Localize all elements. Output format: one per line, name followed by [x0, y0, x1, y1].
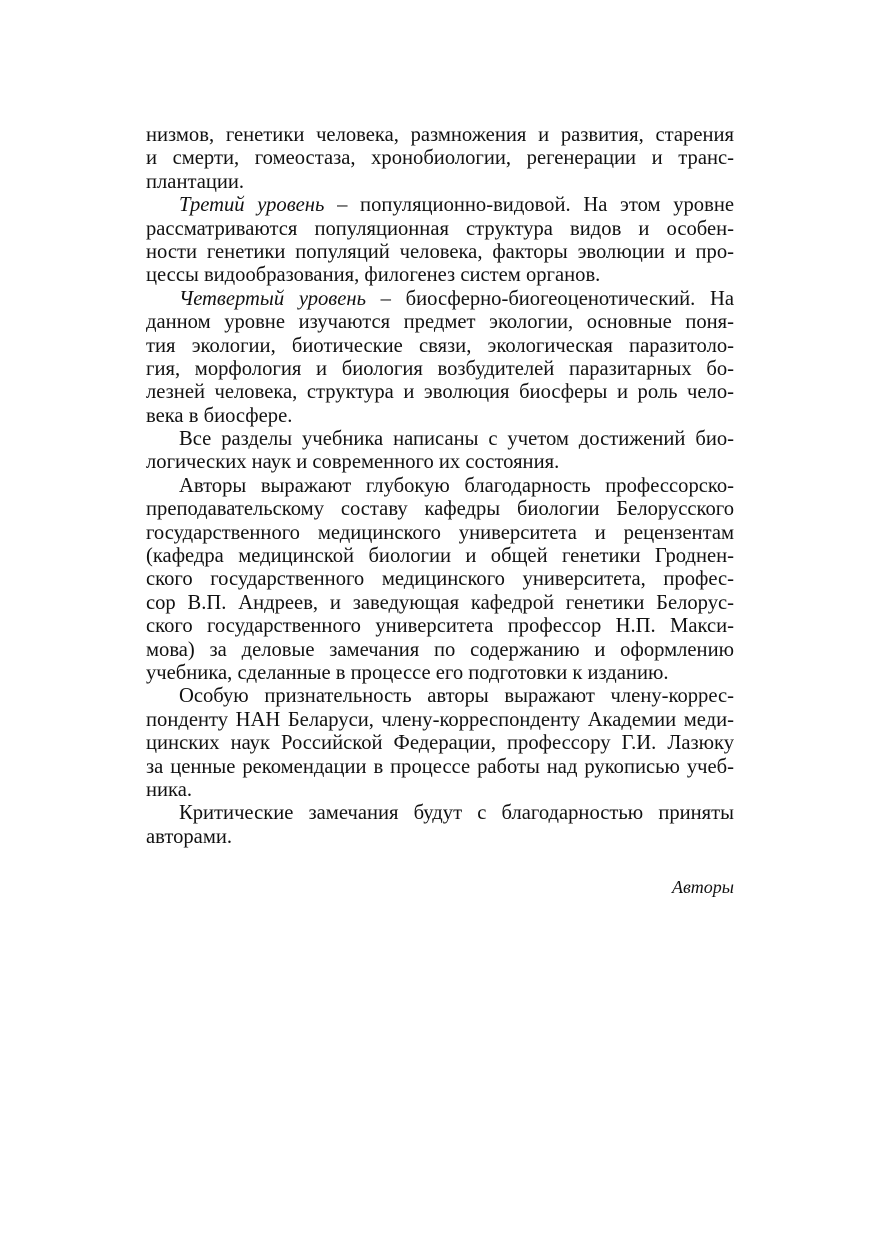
line-text: тия экологии, биотические связи, экологическая паразитоло-	[146, 334, 734, 357]
text-line	[146, 475, 734, 498]
text-line	[146, 124, 734, 147]
text-line	[146, 241, 734, 264]
text-line	[146, 311, 734, 334]
line-text: государственного медицинского университета и рецензентам	[146, 521, 734, 544]
line-text: Критические замечания будут с благодарностью приняты	[179, 802, 734, 825]
text-line	[146, 405, 734, 428]
text-line	[146, 335, 734, 358]
text-line	[146, 171, 734, 194]
text-line	[146, 522, 734, 545]
line-text: цессы видообразования, филогенез систем органов.	[146, 264, 601, 287]
line-text: и смерти, гомеостаза, хронобиологии, регенерации и транс-	[146, 147, 734, 170]
line-text: данном уровне изучаются предмет экологии, основные поня-	[146, 311, 734, 334]
line-text: ского государственного университета профессор Н.П. Макси-	[146, 615, 734, 638]
text-line	[146, 709, 734, 732]
text-line	[146, 428, 734, 451]
line-text: логических наук и современного их состояния.	[146, 451, 560, 474]
text-line	[146, 358, 734, 381]
line-text: Все разделы учебника написаны с учетом достижений био-	[179, 428, 734, 451]
text-line	[146, 264, 734, 287]
signature: Авторы	[672, 877, 734, 897]
text-line	[146, 451, 734, 474]
text-line	[146, 147, 734, 170]
line-text: преподавательскому составу кафедры биологии Белорусского	[146, 498, 734, 521]
body-text	[146, 124, 734, 849]
line-text: гия, морфология и биология возбудителей паразитарных бо-	[146, 357, 734, 380]
line-text: мова) за деловые замечания по содержанию и оформлению	[146, 638, 734, 661]
line-text: за ценные рекомендации в процессе работы над рукописью учеб-	[146, 755, 734, 778]
line-text: (кафедра медицинской биологии и общей генетики Гроднен-	[146, 545, 734, 568]
line-text: учебника, сделанные в процессе его подготовки к изданию.	[146, 661, 669, 684]
text-line	[146, 756, 734, 779]
text-line	[146, 779, 734, 802]
italic-term: Третий уровень	[179, 194, 325, 217]
text-line	[146, 662, 734, 685]
text-line	[146, 381, 734, 404]
text-line	[146, 802, 734, 825]
line-text: Авторы выражают глубокую благодарность профессорско-	[179, 474, 734, 497]
text-line	[146, 194, 734, 217]
text-line	[146, 826, 734, 849]
line-text: авторами.	[146, 825, 233, 848]
text-line	[146, 639, 734, 662]
line-text: – биосферно-биогеоценотический. На	[365, 287, 734, 310]
line-text: ского государственного медицинского университета, профес-	[146, 568, 734, 591]
text-line	[146, 498, 734, 521]
text-line	[146, 568, 734, 591]
line-text: – популяционно-видовой. На этом уровне	[324, 194, 734, 217]
line-text: цинских наук Российской Федерации, профессору Г.И. Лазюку	[146, 732, 734, 755]
text-line	[146, 732, 734, 755]
line-text: понденту НАН Беларуси, члену-корреспонденту Академии меди-	[146, 708, 734, 731]
text-line	[146, 685, 734, 708]
text-line	[146, 592, 734, 615]
line-text: Особую признательность авторы выражают члену-коррес-	[179, 685, 734, 708]
line-text: лезней человека, структура и эволюция биосферы и роль чело-	[146, 381, 734, 404]
text-line	[146, 615, 734, 638]
text-line	[146, 545, 734, 568]
line-text: рассматриваются популяционная структура видов и особен-	[146, 217, 734, 240]
line-text: сор В.П. Андреев, и заведующая кафедрой генетики Белорус-	[146, 591, 734, 614]
italic-term: Четвертый уровень	[179, 287, 366, 310]
line-text: ности генетики популяций человека, факторы эволюции и про-	[146, 240, 734, 263]
text-line	[146, 288, 734, 311]
line-text: ника.	[146, 778, 193, 801]
line-text: плантации.	[146, 170, 245, 193]
line-text: века в биосфере.	[146, 404, 293, 427]
line-text: низмов, генетики человека, размножения и развития, старения	[146, 124, 734, 146]
text-line	[146, 218, 734, 241]
